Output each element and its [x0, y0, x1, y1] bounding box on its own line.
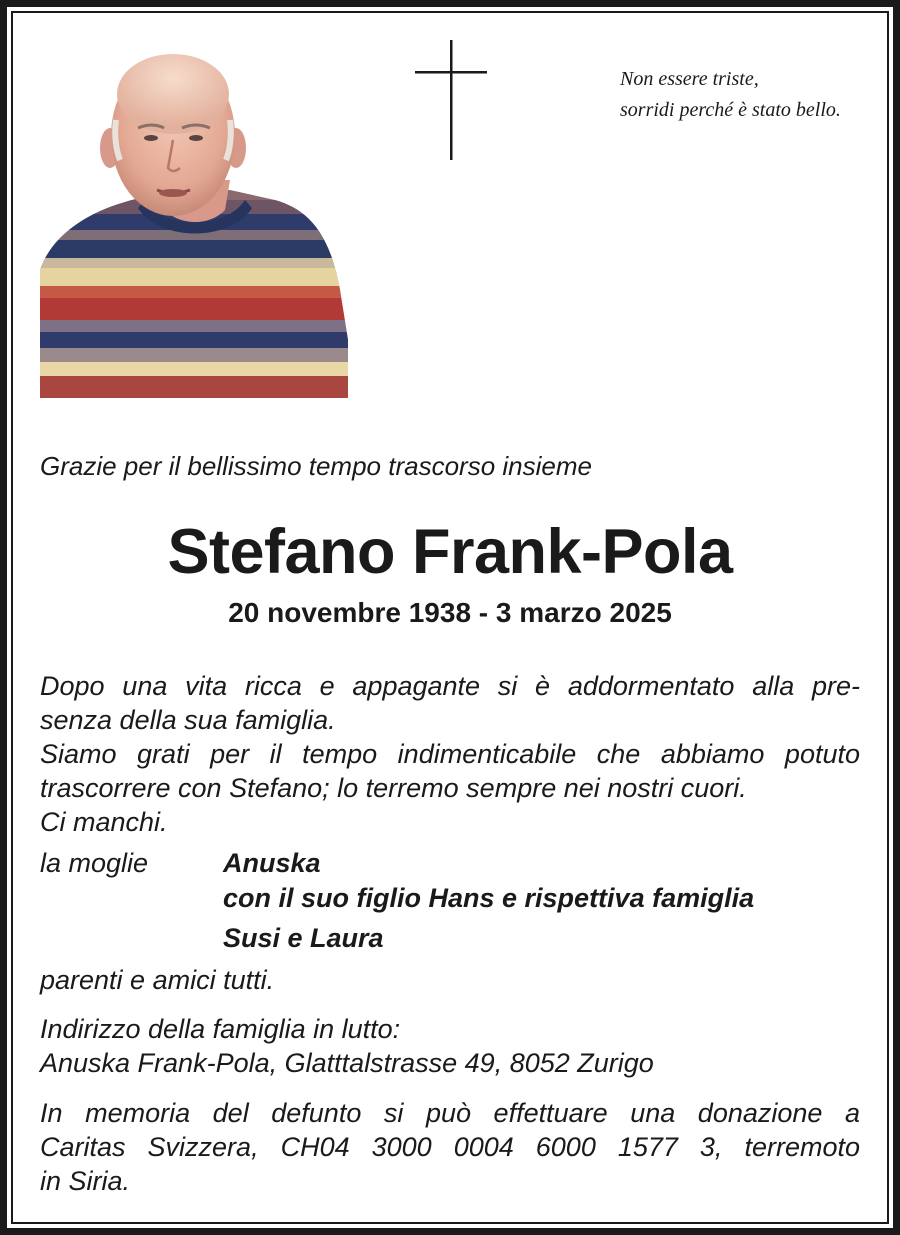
address-label: Indirizzo della famiglia in lutto: — [40, 1014, 401, 1044]
others-line: Susi e Laura — [223, 923, 384, 953]
donation-line-2: Caritas Svizzera, CH04 3000 0004 6000 1577 3, terremoto — [40, 1132, 860, 1162]
message — [40, 669, 860, 839]
thanks-line: Grazie per il bellissimo tempo trascorso insieme — [40, 451, 592, 481]
son-line: con il suo figlio Hans e rispettiva famiglia — [223, 883, 755, 913]
spouse-name: Anuska — [223, 848, 321, 878]
family-address — [40, 1012, 860, 1080]
relatives-line: parenti e amici tutti. — [40, 965, 275, 995]
donation-note — [40, 1096, 860, 1198]
message-line-4: trascorrere con Stefano; lo terremo sempre nei nostri cuori. — [40, 773, 747, 803]
quote-line-1: Non essere triste, — [620, 68, 759, 90]
message-line-1: Dopo una vita ricca e appagante si è addormentato alla pre- — [40, 671, 860, 701]
donation-line-3: in Siria. — [40, 1166, 131, 1196]
address-value: Anuska Frank-Pola, Glatttalstrasse 49, 8052 Zurigo — [40, 1048, 654, 1078]
message-line-2: senza della sua famiglia. — [40, 705, 336, 735]
cross-icon — [414, 40, 488, 160]
message-line-3: Siamo grati per il tempo indimenticabile che abbiamo potuto — [40, 739, 860, 769]
message-line-5: Ci manchi. — [40, 807, 168, 837]
quote-line-2: sorridi perché è stato bello. — [620, 99, 841, 121]
donation-line-1: In memoria del defunto si può effettuare una donazione a — [40, 1098, 860, 1128]
quote — [620, 64, 880, 126]
family-role: la moglie — [40, 848, 149, 878]
deceased-name: Stefano Frank-Pola — [167, 517, 733, 587]
life-dates: 20 novembre 1938 - 3 marzo 2025 — [228, 597, 672, 628]
portrait-photo — [40, 50, 348, 398]
